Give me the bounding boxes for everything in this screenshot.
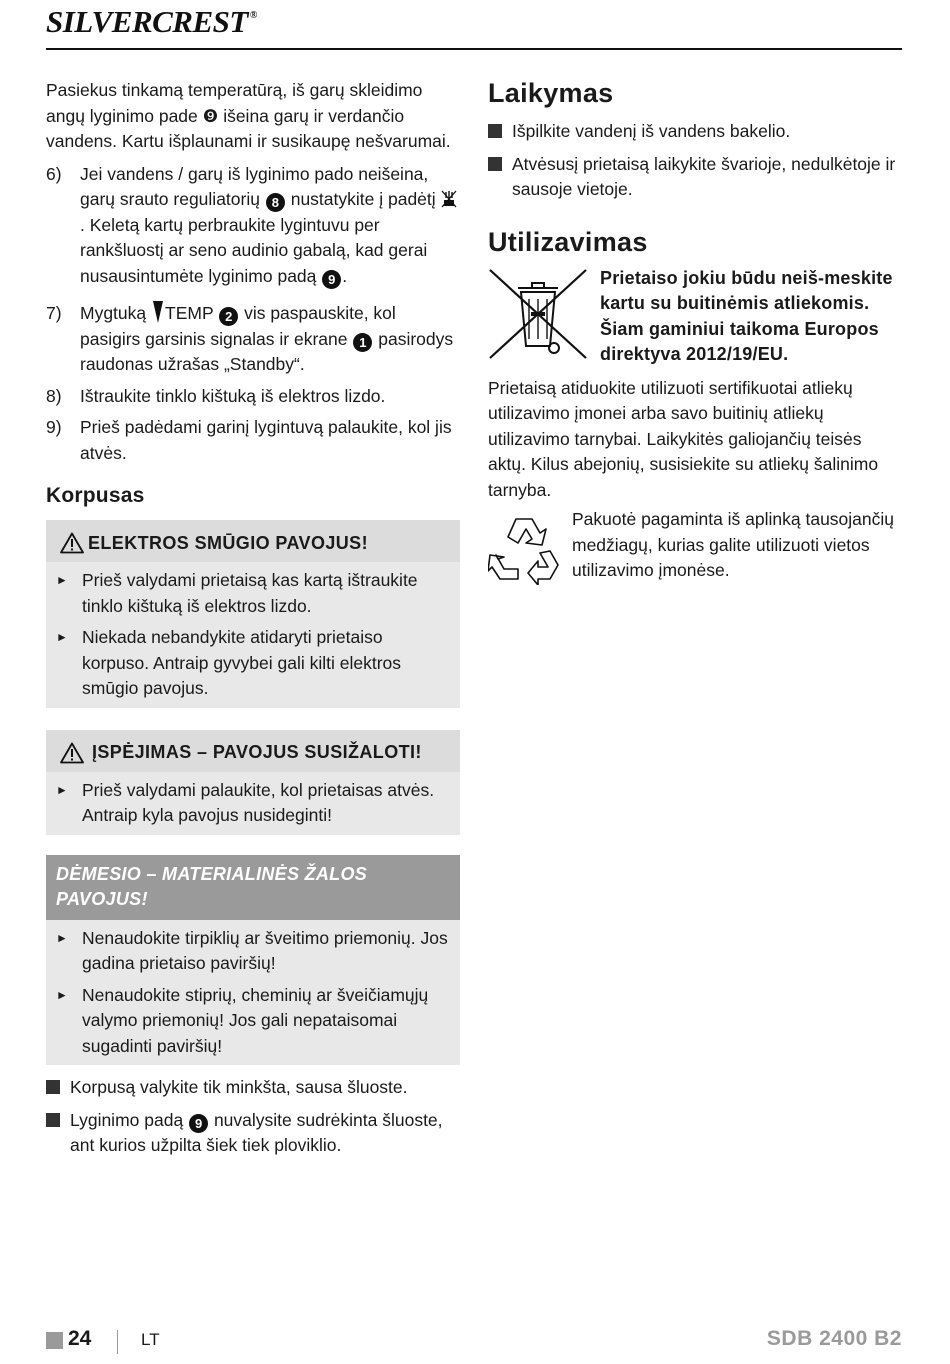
steps-list xyxy=(46,162,460,467)
square-bullet-icon xyxy=(488,157,502,171)
list-item-text: Prieš valydami palaukite, kol prietaisas atvės. Antraip kyla pavojus nusideginti! xyxy=(82,779,435,825)
list-item-text: Niekada nebandykite atidaryti prietaiso korpuso. Antraip gyvybei gali kilti elektros smūgio pavojus. xyxy=(82,627,402,698)
step-8 xyxy=(46,384,460,410)
step-number: 9) xyxy=(46,417,62,437)
brand-first: SILVER xyxy=(46,4,153,39)
step-9 xyxy=(46,415,460,466)
crossed-out-bin-icon xyxy=(488,266,588,362)
warning-triangle-icon xyxy=(60,532,84,554)
temp-label: TEMP xyxy=(165,303,214,323)
square-item-text: Išpilkite vandenį iš vandens bakelio. xyxy=(512,121,791,141)
arrow-right-icon: ► xyxy=(56,630,68,644)
step-text: Prieš padėdami garinį lygintuvą palaukite, kol jis atvės. xyxy=(80,417,452,463)
recycle-icon-wrap xyxy=(488,511,572,590)
arrow-right-icon: ► xyxy=(56,782,68,797)
list-item xyxy=(46,562,460,619)
recycle-icon xyxy=(488,511,566,585)
square-item-text: Atvėsusį prietaisą laikykite švarioje, nedulkėtoje ir sausoje vietoje. xyxy=(512,153,896,199)
step-text-c: pasirodys raudonas užrašas „Standby“. xyxy=(80,328,454,374)
part-badge: 9 xyxy=(189,1114,208,1133)
temp-down-icon xyxy=(153,301,163,323)
brand-logo xyxy=(46,4,257,40)
packaging-text: Pakuotė pagaminta iš aplinką tausojančių medžiagų, kurias galite utilizuoti vietos utilizavimo įmonėse. xyxy=(572,509,895,580)
warning-header xyxy=(46,520,460,562)
list-item-text: Nenaudokite stiprių, cheminių ar šveičiamųjų valymo priemonių! Jos gali nepataisomai sugadinti paviršių! xyxy=(82,984,429,1056)
step-text xyxy=(80,162,460,290)
square-item-text: Korpusą valykite tik minkšta, sausa šluoste. xyxy=(70,1077,408,1097)
step-text-b: vis paspauskite, kol pasigirs garsinis signalas ir ekrane xyxy=(80,303,396,349)
left-column xyxy=(46,78,460,1166)
square-item xyxy=(488,119,902,145)
warning-title: ELEKTROS SMŪGIO PAVOJUS! xyxy=(88,532,368,553)
step-number: 7) xyxy=(46,303,62,323)
arrow-right-icon: ► xyxy=(56,987,68,1002)
header-rule xyxy=(46,48,902,50)
note-header: DĖMESIO – MATERIALINĖS ŽALOS PAVOJUS! xyxy=(46,855,460,920)
page-number: 24 xyxy=(68,1327,92,1350)
square-bullet-icon xyxy=(488,124,502,138)
part-badge: 9 xyxy=(322,270,341,289)
warning-title: ĮSPĖJIMAS – PAVOJUS SUSIŽALOTI! xyxy=(92,742,422,762)
list-item xyxy=(46,619,460,702)
model-number: SDB 2400 B2 xyxy=(766,1327,902,1350)
warning-triangle-icon xyxy=(60,742,84,764)
step-text: Ištraukite tinklo kištuką iš elektros lizdo. xyxy=(80,385,386,406)
square-item xyxy=(488,152,902,203)
language-code: LT xyxy=(141,1330,160,1349)
arrow-right-icon: ► xyxy=(56,930,68,945)
list-item xyxy=(46,920,460,977)
square-item-text-a: Lyginimo padą xyxy=(70,1109,184,1130)
step-7 xyxy=(46,301,460,378)
part-badge: 2 xyxy=(219,307,238,326)
disposal-bold-text: Prietaiso jokiu būdu neiš-meskite kartu su buitinėmis atliekomis. Šiam gaminiui taikoma Europos direktyva 2012/19/EU. xyxy=(600,267,893,364)
footer-divider xyxy=(117,1330,118,1354)
list-item xyxy=(46,977,460,1060)
arrow-right-icon: ► xyxy=(56,573,68,587)
step-text-b: nustatykite į padėtį xyxy=(290,189,436,209)
part-badge: 1 xyxy=(353,333,372,352)
brand-mark: ® xyxy=(249,10,257,21)
right-column xyxy=(488,78,902,590)
warning-header xyxy=(46,730,460,772)
step-number: 6) xyxy=(46,163,62,184)
packaging-notice xyxy=(488,511,902,590)
list-item-text: Prieš valydami prietaisą kas kartą ištraukite tinklo kištuką iš elektros lizdo. xyxy=(82,570,418,616)
list-item xyxy=(46,772,460,829)
korpusas-heading: Korpusas xyxy=(46,484,145,507)
intro-paragraph: Pasiekus tinkamą temperatūrą, iš garų skleidimo angų lyginimo pade ❾ išeina garų ir verdančio vandens. Kartu išplaunami ir susikaupę nešvarumai. xyxy=(46,80,451,151)
step-text-d: . xyxy=(342,265,348,286)
storage-heading: Laikymas xyxy=(488,78,614,108)
injury-warning xyxy=(46,730,460,835)
disposal-heading: Utilizavimas xyxy=(488,226,648,257)
step-number: 8) xyxy=(46,385,62,406)
step-text xyxy=(80,301,460,378)
square-item-text xyxy=(70,1108,460,1159)
disposal-notice xyxy=(488,266,902,368)
square-bullet-icon xyxy=(46,1080,60,1094)
step-text-c: . Keletą kartų perbraukite lygintuvu per rankšluostį ar seno audinio gabalą, kad gerai nusausintumėte lyginimo padą xyxy=(80,214,428,286)
square-item xyxy=(46,1108,460,1159)
list-item-text: Nenaudokite tirpiklių ar šveitimo priemonių. Jos gadina prietaiso paviršių! xyxy=(82,927,448,973)
part-badge: 8 xyxy=(266,193,285,212)
square-item xyxy=(46,1075,460,1101)
disposal-text: Prietaisą atiduokite utilizuoti sertifikuotai atliekų utilizavimo įmonei arba savo buitinių atliekų utilizavimo tarnybai. Laikykitės galiojančių teisės aktų. Kilus abejonių, susisiekite su atliekų šalinimo tarnyba. xyxy=(488,377,879,500)
bin-icon-wrap xyxy=(488,266,600,368)
material-damage-note xyxy=(46,855,460,1066)
square-bullet-icon xyxy=(46,1113,60,1127)
square-item-text-b: nuvalysite sudrėkinta šluoste, ant kurios užpilta šiek tiek ploviklio. xyxy=(70,1109,443,1155)
step-text-a: Jei vandens / garų iš lyginimo pado neišeina, garų srauto reguliatorių xyxy=(80,163,429,209)
footer-square xyxy=(46,1332,63,1349)
brand-second: CREST xyxy=(152,4,248,39)
step-text-a: Mygtuką xyxy=(80,303,147,323)
steam-off-icon xyxy=(441,190,457,208)
step-6 xyxy=(46,162,460,290)
electric-shock-warning xyxy=(46,520,460,708)
